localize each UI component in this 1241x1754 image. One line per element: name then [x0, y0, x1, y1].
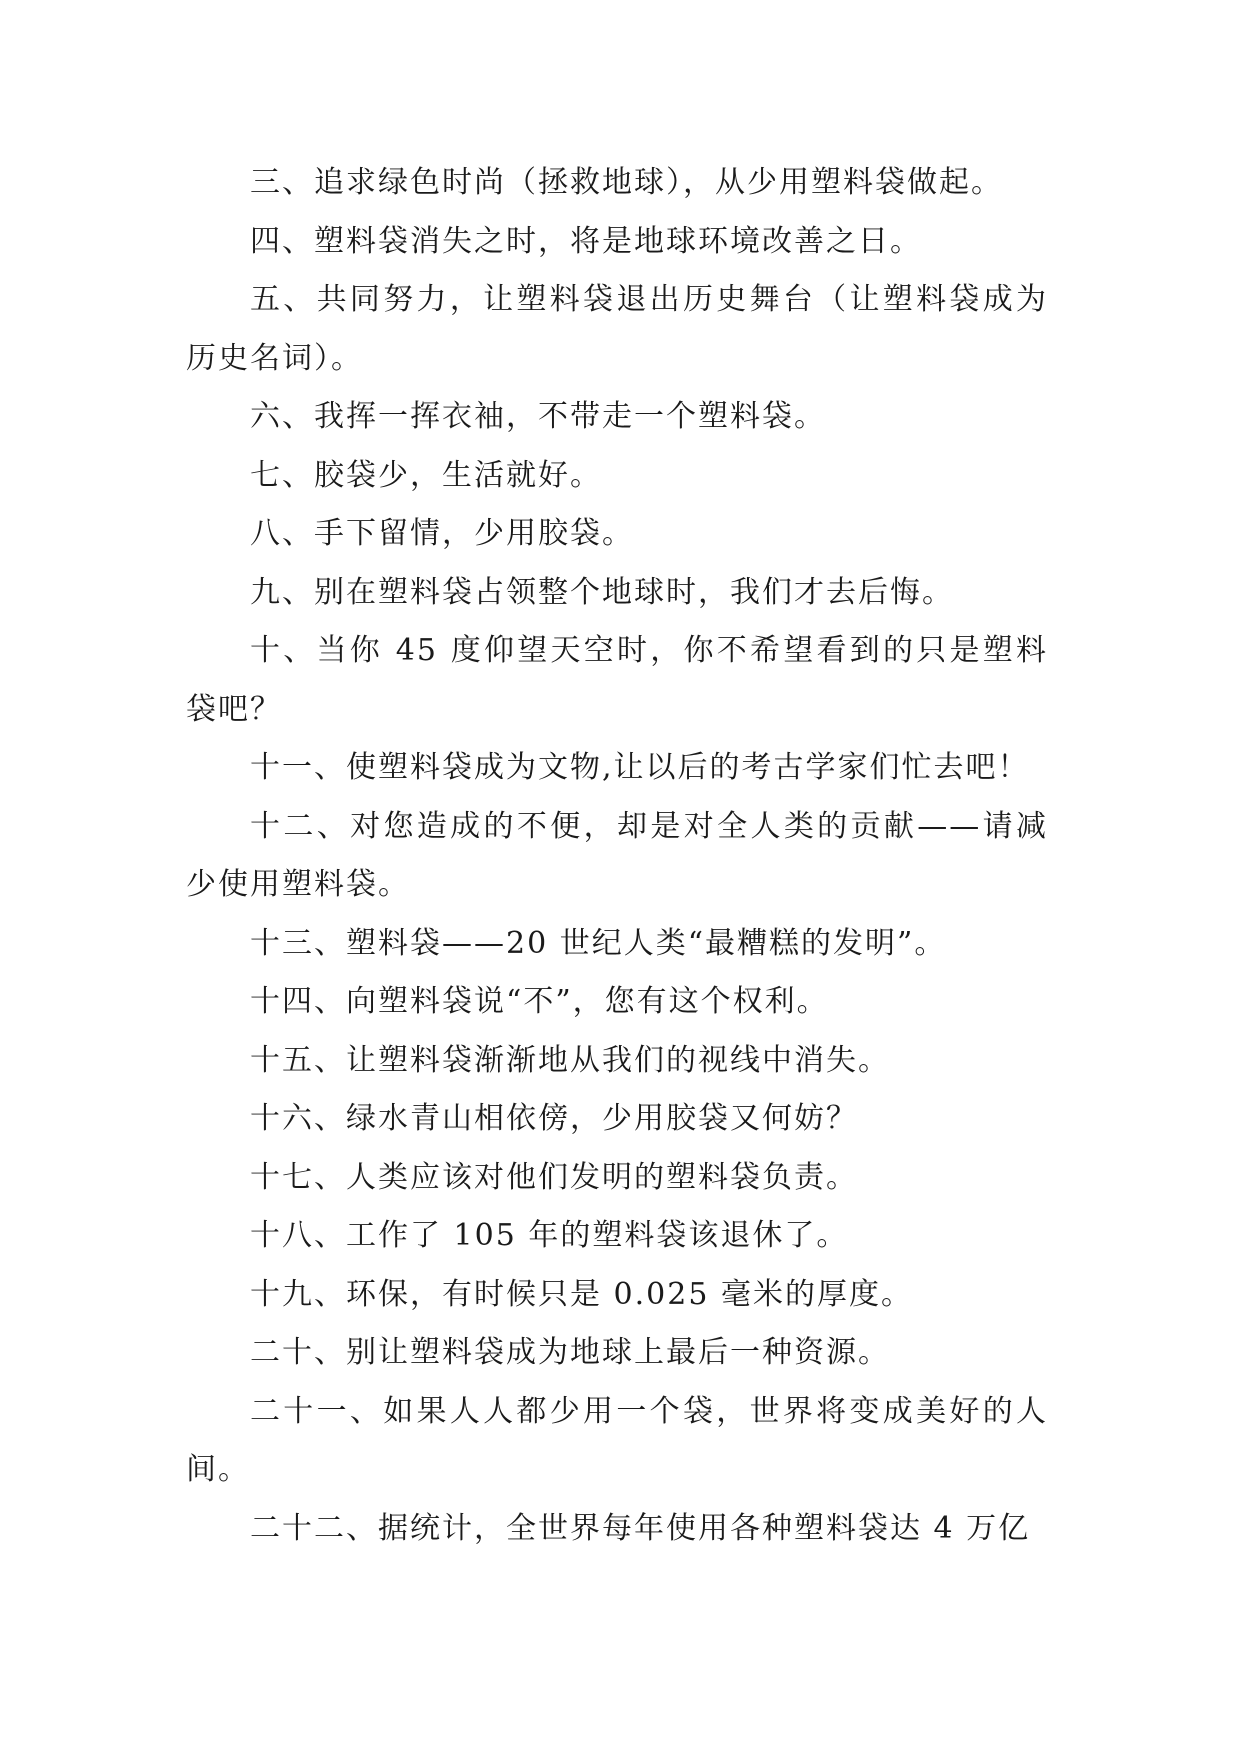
slogan-paragraph-21: 二十一、如果人人都少用一个袋，世界将变成美好的人间。: [186, 1393, 1048, 1487]
slogan-paragraph-22: 二十二、据统计，全世界每年使用各种塑料袋达 4 万亿: [250, 1510, 1031, 1546]
slogan-paragraph-4: 四、塑料袋消失之时，将是地球环境改善之日。: [250, 223, 922, 259]
slogan-paragraph-14: 十四、向塑料袋说“不”，您有这个权利。: [250, 984, 829, 1019]
slogan-paragraph-10: 十、当你 45 度仰望天空时，你不希望看到的只是塑料袋吧？: [186, 633, 1048, 727]
slogan-paragraph-13: 十三、塑料袋——20 世纪人类“最糟糕的发明”。: [250, 925, 947, 961]
slogan-paragraph-12: 十二、对您造成的不便，却是对全人类的贡献——请减少使用塑料袋。: [186, 808, 1048, 902]
slogan-paragraph-8: 八、手下留情，少用胶袋。: [250, 516, 634, 551]
slogan-paragraph-9: 九、别在塑料袋占领整个地球时，我们才去后悔。: [250, 574, 954, 610]
slogan-paragraph-18: 十八、工作了 105 年的塑料袋该退休了。: [250, 1218, 849, 1253]
slogan-paragraph-7: 七、胶袋少，生活就好。: [250, 457, 602, 493]
slogan-paragraph-6: 六、我挥一挥衣袖，不带走一个塑料袋。: [250, 399, 826, 434]
slogan-paragraph-20: 二十、别让塑料袋成为地球上最后一种资源。: [250, 1335, 890, 1370]
slogan-paragraph-19: 十九、环保，有时候只是 0.025 毫米的厚度。: [250, 1276, 913, 1312]
slogan-paragraph-3: 三、追求绿色时尚（拯救地球），从少用塑料袋做起。: [250, 165, 1003, 200]
slogan-paragraph-15: 十五、让塑料袋渐渐地从我们的视线中消失。: [250, 1042, 890, 1078]
slogan-paragraph-17: 十七、人类应该对他们发明的塑料袋负责。: [250, 1159, 858, 1195]
slogan-paragraph-5: 五、共同努力，让塑料袋退出历史舞台（让塑料袋成为历史名词）。: [186, 282, 1048, 376]
slogan-paragraph-11: 十一、使塑料袋成为文物,让以后的考古学家们忙去吧！: [250, 750, 1030, 785]
slogan-paragraph-16: 十六、绿水青山相依傍，少用胶袋又何妨？: [250, 1101, 858, 1136]
document-body: [186, 154, 1048, 1558]
